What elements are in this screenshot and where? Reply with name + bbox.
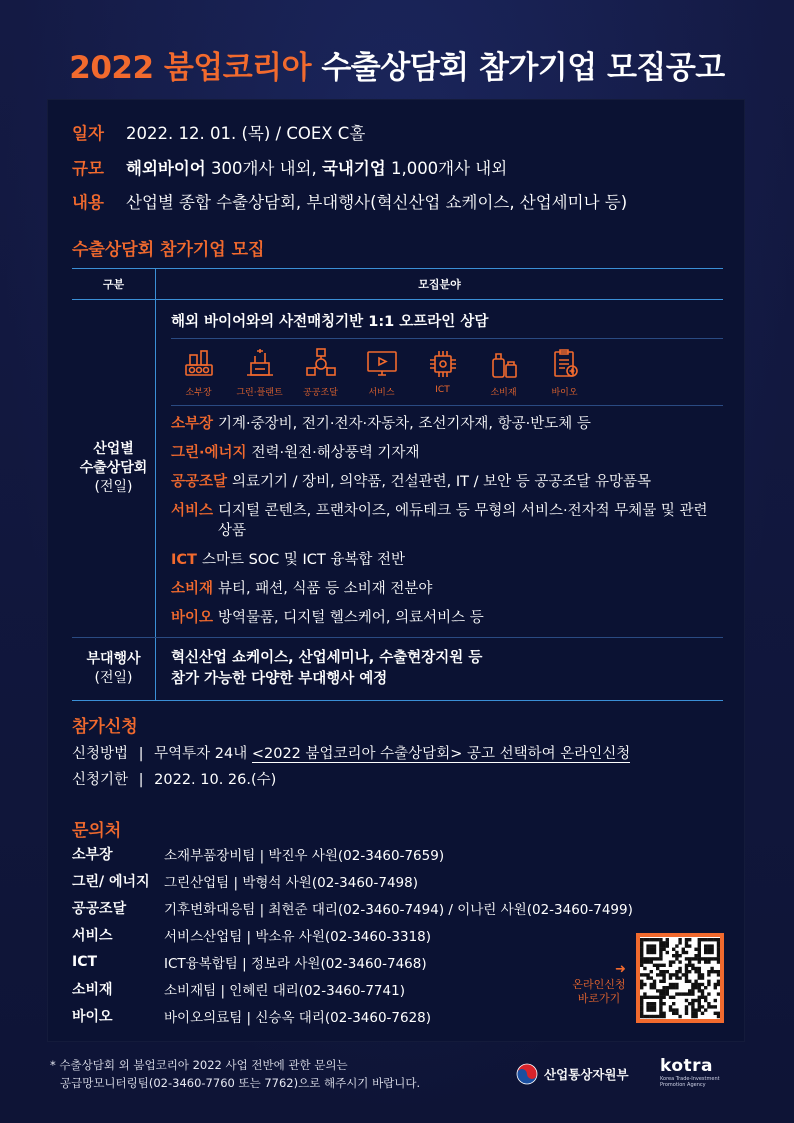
apply-deadline: 신청기한 | 2022. 10. 26.(수) xyxy=(72,772,277,788)
row-content-events xyxy=(155,638,723,700)
table-rule xyxy=(72,700,723,701)
contacts-title: 문의처 xyxy=(72,821,122,841)
contact-row: 소부장 소재부품장비팀 | 박진우 사원(02-3460-7659) xyxy=(72,846,445,864)
qr-caption[interactable]: 온라인신청 바로가기 xyxy=(572,978,626,1005)
icon-label: 그린·플랜트 xyxy=(236,388,283,398)
title-rest: 수출상담회 참가기업 모집공고 xyxy=(311,50,725,86)
contact-list xyxy=(72,840,633,1029)
icon-label: 공공조달 xyxy=(303,388,338,398)
field-item: 공공조달 의료기기 / 장비, 의약품, 건설관련, IT / 보안 등 공공조달 유망품목 xyxy=(171,474,652,490)
field-item: 소비재 뷰티, 패션, 식품 등 소비재 전분야 xyxy=(171,581,433,597)
row-label-sub: (전일) xyxy=(94,670,133,686)
plant-icon xyxy=(232,347,287,405)
consumer-goods-icon xyxy=(476,347,531,405)
row-label-events xyxy=(72,638,155,700)
contact-row: ICT ICT융복합팀 | 정보라 사원(02-3460-7468) xyxy=(72,953,427,972)
procurement-icon xyxy=(293,347,348,405)
field-item: 서비스 디지털 콘텐츠, 프랜차이즈, 에듀테크 등 무형의 서비스·전자적 무체물 및 관련 상품 xyxy=(171,503,708,539)
field-list xyxy=(171,406,723,628)
table-row-events xyxy=(72,638,723,700)
field-item: 그린·에너지 전력·원전·해상풍력 기자재 xyxy=(171,445,420,461)
parts-icon xyxy=(171,347,226,405)
row-label-sub: (전일) xyxy=(94,479,133,495)
overview-content xyxy=(72,189,627,213)
bio-icon xyxy=(537,347,592,405)
ministry-logo: 산업통상자원부 xyxy=(516,1063,629,1085)
field-item: 소부장 기계·중장비, 전기·전자·자동차, 조선기자재, 항공·반도체 등 xyxy=(171,416,591,432)
table-header xyxy=(72,269,723,299)
apply-title: 참가신청 xyxy=(72,717,138,737)
row-label-line: 수출상담회 xyxy=(79,460,148,476)
contact-row: 바이오 바이오의료팀 | 신승옥 대리(02-3460-7628) xyxy=(72,1008,432,1026)
contact-row: 공공조달 기후변화대응팀 | 최현준 대리(02-3460-7494) / 이나린 사원(02-3460-7499) xyxy=(72,900,633,918)
page-title xyxy=(0,42,794,87)
footnote: * 수출상담회 외 붐업코리아 2022 사업 전반에 관한 문의는 공급망모니터링팀(02-3460-7760 또는 7762)으로 해주시기 바랍니다. xyxy=(50,1058,421,1090)
contact-row: 소비재 소비재팀 | 인혜린 대리(02-3460-7741) xyxy=(72,981,405,999)
matching-text: 해외 바이어와의 사전매칭기반 1:1 오프라인 상담 xyxy=(171,314,489,330)
apply-link[interactable]: <2022 붐업코리아 수출상담회> 공고 선택하여 온라인신청 xyxy=(251,746,631,762)
row-content-industry xyxy=(155,300,723,637)
industry-icons xyxy=(171,339,723,405)
title-accent: 2022 붐업코리아 xyxy=(69,50,312,86)
field-item: 바이오 방역물품, 디지털 헬스케어, 의료서비스 등 xyxy=(171,610,484,626)
qr-code-icon xyxy=(640,937,720,1019)
ict-icon xyxy=(415,347,470,405)
overview-key: 내용 xyxy=(72,193,104,212)
arrow-right-icon: ➜ xyxy=(615,962,626,977)
icon-label: ICT xyxy=(435,385,450,395)
icon-label: 바이오 xyxy=(551,388,578,398)
content-panel xyxy=(47,99,745,1042)
row-label-line: 부대행사 xyxy=(86,651,141,667)
header-field: 모집분야 xyxy=(155,269,723,299)
contact-row: 그린/ 에너지 그린산업팀 | 박형석 사원(02-3460-7498) xyxy=(72,873,418,891)
row-label-industry xyxy=(72,300,155,637)
overview-value: 산업별 종합 수출상담회, 부대행사(혁신산업 쇼케이스, 산업세미나 등) xyxy=(126,193,628,212)
overview-key: 규모 xyxy=(72,159,104,178)
overview-value: 2022. 12. 01. (목) / COEX C홀 xyxy=(126,124,366,143)
field-item: ICT 스마트 SOC 및 ICT 융복합 전반 xyxy=(171,552,406,568)
recruit-title: 수출상담회 참가기업 모집 xyxy=(72,240,265,260)
apply-deadline-label: 신청기한 xyxy=(72,772,129,788)
taegeuk-icon xyxy=(516,1063,538,1085)
contact-row: 서비스 서비스산업팀 | 박소유 사원(02-3460-3318) xyxy=(72,927,432,945)
icon-label: 소부장 xyxy=(185,388,212,398)
table-row-industry xyxy=(72,300,723,637)
qr-code[interactable] xyxy=(636,933,724,1023)
service-icon xyxy=(354,347,409,405)
recruit-table xyxy=(72,268,723,701)
overview-value: 해외바이어 300개사 내외, 국내기업 1,000개사 내외 xyxy=(126,159,508,178)
overview-date xyxy=(72,120,365,144)
header-category: 구분 xyxy=(102,278,125,291)
overview-key: 일자 xyxy=(72,124,104,143)
events-text: 혁신산업 쇼케이스, 산업세미나, 수출현장지원 등 참가 가능한 다양한 부대행사 예정 xyxy=(171,650,483,687)
row-label-line: 산업별 xyxy=(93,441,134,457)
kotra-logo: kotra Korea Trade-Investment Promotion Agency xyxy=(660,1056,720,1088)
apply-method-label: 신청방법 xyxy=(72,746,129,762)
overview-scale xyxy=(72,155,507,179)
icon-label: 서비스 xyxy=(368,388,395,398)
icon-label: 소비재 xyxy=(490,388,517,398)
apply-method: 신청방법 | 무역투자 24내 <2022 붐업코리아 수출상담회> 공고 선택하여 온라인신청 xyxy=(72,746,631,762)
